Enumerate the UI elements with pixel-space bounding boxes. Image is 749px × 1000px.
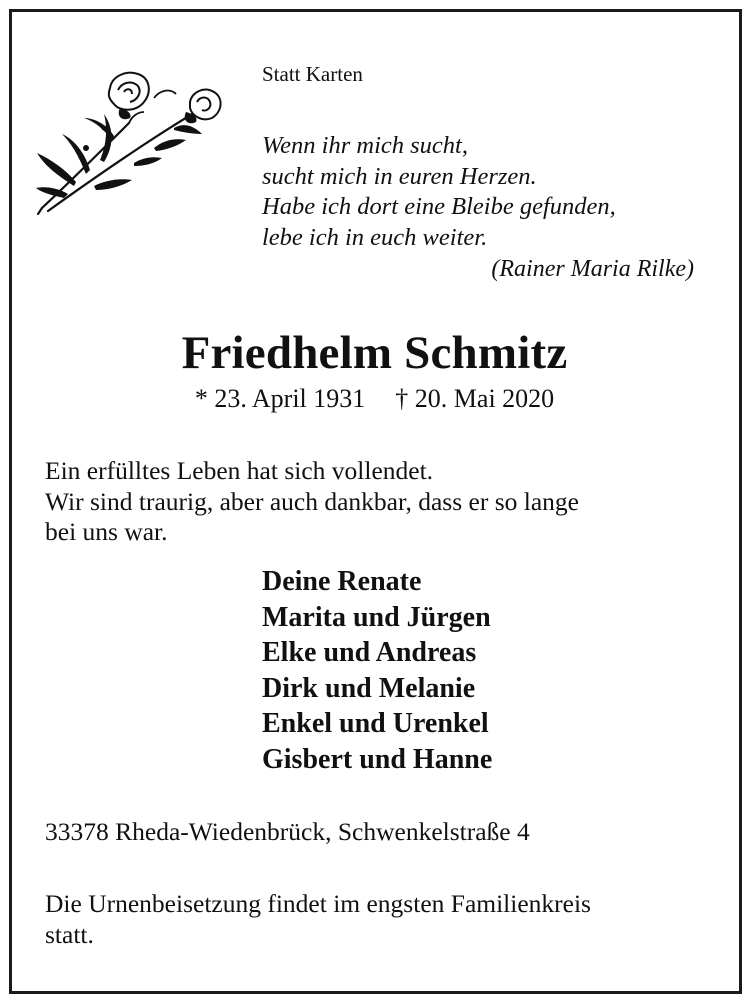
poem-author: (Rainer Maria Rilke) [491, 256, 694, 282]
signature-line: Gisbert und Hanne [262, 743, 493, 775]
message-line: bei uns war. [45, 517, 168, 546]
birth-date: * 23. April 1931 [194, 384, 366, 413]
notice-line: Die Urnenbeisetzung findet im engsten Familienkreis [45, 889, 591, 918]
signature-line: Marita und Jürgen [262, 601, 491, 633]
poem-line: Habe ich dort eine Bleibe gefunden, [262, 193, 616, 220]
poem-line: sucht mich in euren Herzen. [262, 162, 537, 190]
poem-line: Wenn ihr mich sucht, [262, 132, 468, 159]
signature-line: Enkel und Urenkel [262, 708, 489, 739]
roses-icon [34, 68, 239, 218]
header-label: Statt Karten [262, 62, 363, 86]
message-line: Ein erfülltes Leben hat sich vollendet. [45, 456, 434, 485]
signatures [262, 564, 492, 777]
burial-notice [45, 889, 591, 950]
message [45, 456, 579, 548]
poem-line: lebe ich in euch weiter. [262, 223, 488, 251]
address: 33378 Rheda-Wiedenbrück, Schwenkelstraße 4 [45, 817, 530, 846]
poem [262, 131, 616, 253]
life-dates [0, 384, 749, 414]
signature-line: Deine Renate [262, 566, 422, 597]
death-date: † 20. Mai 2020 [395, 384, 555, 413]
message-line: Wir sind traurig, aber auch dankbar, dass er so lange [45, 486, 579, 516]
notice-line: statt. [45, 919, 94, 949]
signature-line: Dirk und Melanie [262, 672, 476, 704]
deceased-name: Friedhelm Schmitz [181, 327, 568, 379]
signature-line: Elke und Andreas [262, 637, 477, 668]
